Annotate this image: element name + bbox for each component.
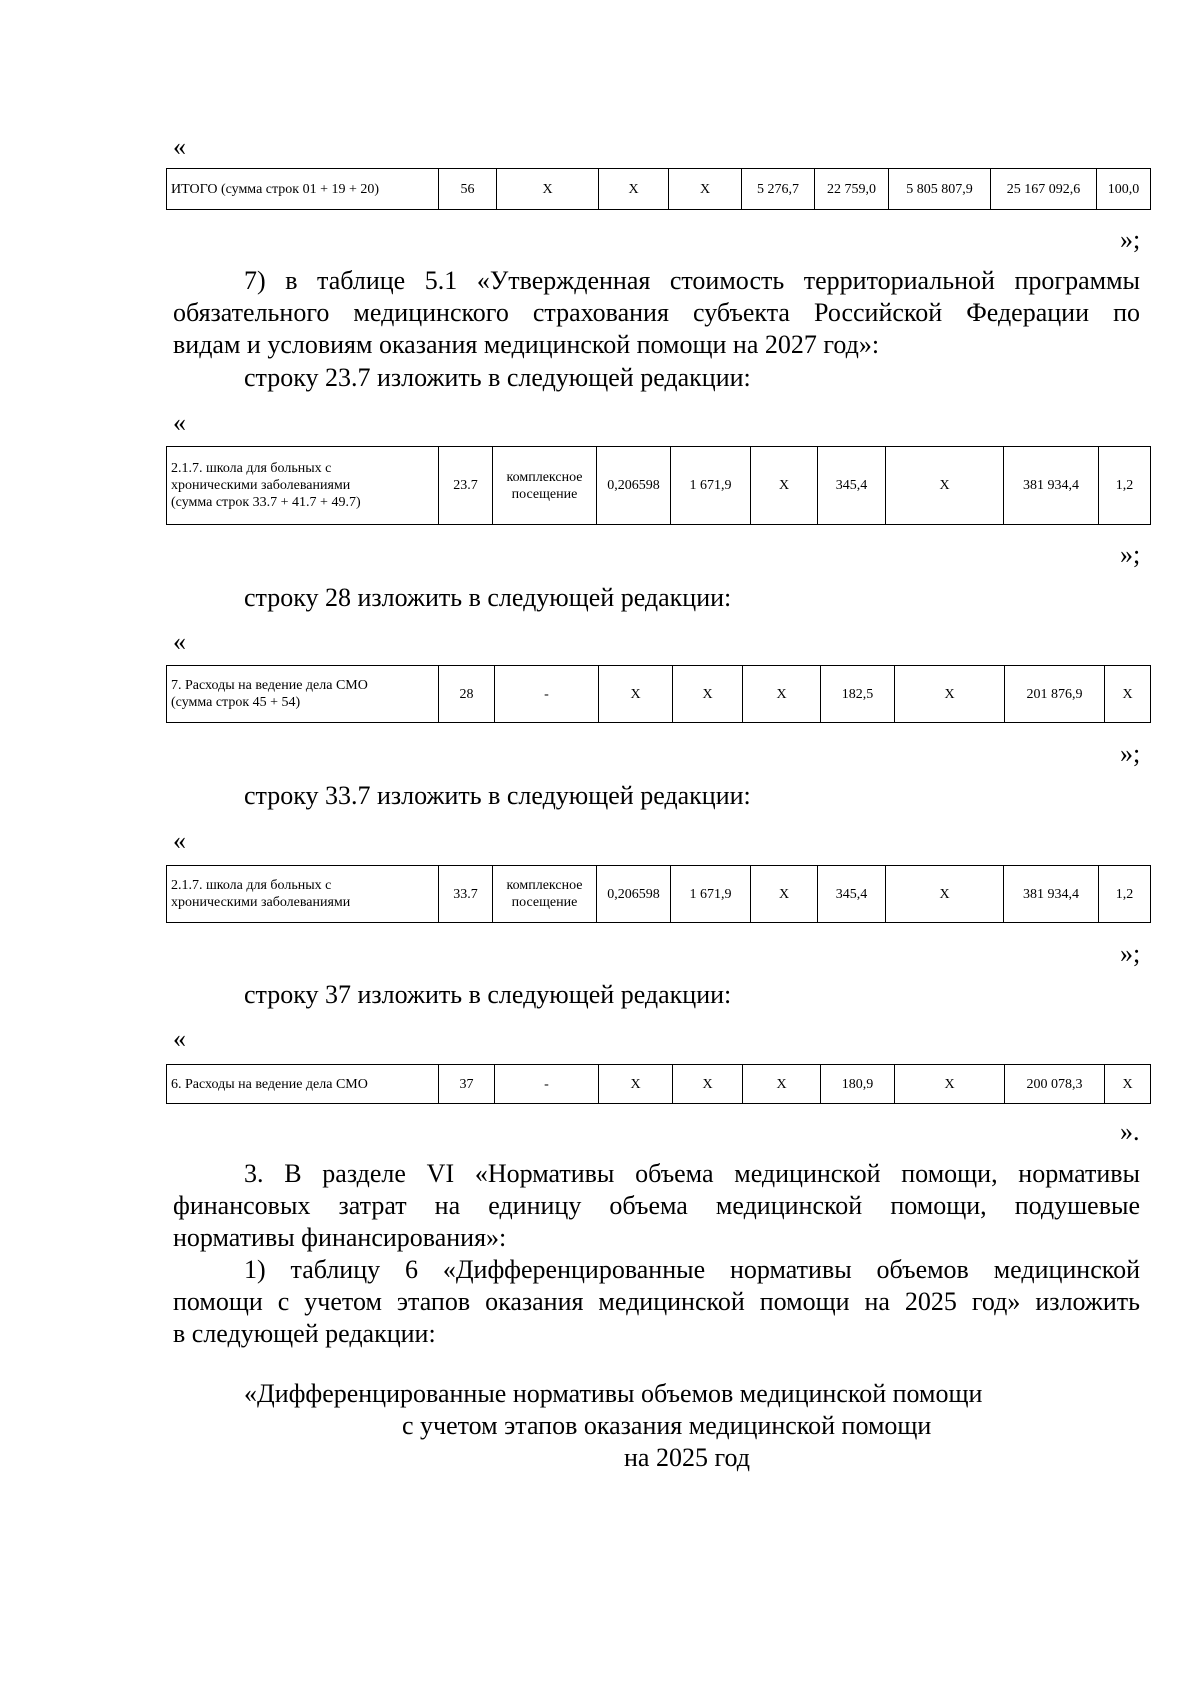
table-row xyxy=(167,866,1151,923)
table-cell: X xyxy=(895,1065,1005,1104)
cell-line: 2.1.7. школа для больных с xyxy=(171,878,332,893)
instruction-row-23-7: строку 23.7 изложить в следующей редакции: xyxy=(244,363,751,392)
heading-line-2: с учетом этапов оказания медицинской помощи xyxy=(402,1411,932,1440)
paragraph-item-7 xyxy=(173,265,1140,361)
table-cell: 180,9 xyxy=(821,1065,895,1104)
table-row xyxy=(167,1065,1151,1104)
instruction-row-33-7: строку 33.7 изложить в следующей редакции: xyxy=(244,781,751,810)
table-cell: X xyxy=(673,1065,743,1104)
table-cell: ИТОГО (сумма строк 01 + 19 + 20) xyxy=(167,169,439,210)
table-cell: 345,4 xyxy=(818,447,886,525)
cell-line: хроническими заболеваниями xyxy=(171,895,351,910)
cell-line: 2.1.7. школа для больных с xyxy=(171,461,332,476)
text-line: видам и условиям оказания медицинской помощи на 2027 год»: xyxy=(173,330,880,359)
table-cell: X xyxy=(751,447,818,525)
table-cell: X xyxy=(497,169,599,210)
close-quote: »; xyxy=(1120,939,1141,968)
table-row-28 xyxy=(166,665,1151,723)
table-cell: 5 276,7 xyxy=(742,169,815,210)
open-quote: « xyxy=(173,408,186,437)
table-cell: 381 934,4 xyxy=(1004,866,1099,923)
heading-line-1: «Дифференцированные нормативы объемов медицинской помощи xyxy=(244,1379,983,1408)
text-line: финансовых затрат на единицу объема медицинской помощи, подушевые xyxy=(173,1191,1140,1220)
table-cell: 200 078,3 xyxy=(1005,1065,1105,1104)
table-cell: X xyxy=(1105,666,1151,723)
table-cell: 25 167 092,6 xyxy=(991,169,1097,210)
table-row xyxy=(167,666,1151,723)
table-row xyxy=(167,447,1151,525)
open-quote: « xyxy=(173,1024,186,1053)
table-cell: 22 759,0 xyxy=(815,169,889,210)
table-cell: 33.7 xyxy=(439,866,493,923)
table-cell: 0,206598 xyxy=(597,866,671,923)
table-cell: 28 xyxy=(439,666,495,723)
open-quote: « xyxy=(173,132,186,161)
table-cell: 1,2 xyxy=(1099,447,1151,525)
table-row-37 xyxy=(166,1064,1151,1104)
cell-line: (сумма строк 33.7 + 41.7 + 49.7) xyxy=(171,495,361,510)
open-quote: « xyxy=(173,627,186,656)
close-quote: »; xyxy=(1120,225,1141,254)
table-row-23-7 xyxy=(166,446,1151,525)
table-cell: X xyxy=(599,666,673,723)
close-quote: ». xyxy=(1120,1117,1140,1146)
table-cell: X xyxy=(673,666,743,723)
text-line: помощи с учетом этапов оказания медицинской помощи на 2025 год» изложить xyxy=(173,1287,1140,1316)
table-cell: комплексное посещение xyxy=(493,866,597,923)
close-quote: »; xyxy=(1120,540,1141,569)
table-cell: 345,4 xyxy=(818,866,886,923)
instruction-row-37: строку 37 изложить в следующей редакции: xyxy=(244,980,732,1009)
paragraph-section-3 xyxy=(173,1158,1140,1254)
table-cell: 1,2 xyxy=(1099,866,1151,923)
open-quote: « xyxy=(173,826,186,855)
table-cell: X xyxy=(895,666,1005,723)
table-cell: X xyxy=(599,1065,673,1104)
table-cell: 37 xyxy=(439,1065,495,1104)
table-cell: 381 934,4 xyxy=(1004,447,1099,525)
table-cell: 0,206598 xyxy=(597,447,671,525)
table-cell: - xyxy=(495,1065,599,1104)
table-cell: X xyxy=(886,866,1004,923)
text-line: нормативы финансирования»: xyxy=(173,1223,507,1252)
text-line: обязательного медицинского страхования субъекта Российской Федерации по xyxy=(173,298,1140,327)
table-cell: X xyxy=(886,447,1004,525)
table-itogo xyxy=(166,168,1151,210)
table-cell: 1 671,9 xyxy=(671,866,751,923)
table-cell: X xyxy=(599,169,669,210)
close-quote: »; xyxy=(1120,739,1141,768)
table-cell: 23.7 xyxy=(439,447,493,525)
table-cell: комплексное посещение xyxy=(493,447,597,525)
heading xyxy=(0,1378,1200,1474)
text-line: в следующей редакции: xyxy=(173,1319,436,1348)
table-row xyxy=(167,169,1151,210)
instruction-row-28: строку 28 изложить в следующей редакции: xyxy=(244,583,732,612)
table-cell: 182,5 xyxy=(821,666,895,723)
cell-line: хроническими заболеваниями xyxy=(171,478,351,493)
table-cell-name xyxy=(167,666,439,723)
table-cell: 201 876,9 xyxy=(1005,666,1105,723)
cell-line: 7. Расходы на ведение дела СМО xyxy=(171,678,368,693)
paragraph-item-1 xyxy=(173,1254,1140,1350)
table-cell: - xyxy=(495,666,599,723)
text-line: 3. В разделе VI «Нормативы объема медицинской помощи, нормативы xyxy=(244,1159,1140,1188)
table-cell-name xyxy=(167,866,439,923)
heading-line-3: на 2025 год xyxy=(624,1443,750,1472)
table-cell: X xyxy=(743,1065,821,1104)
table-cell: X xyxy=(751,866,818,923)
table-cell: 100,0 xyxy=(1097,169,1151,210)
text-line: 7) в таблице 5.1 «Утвержденная стоимость территориальной программы xyxy=(244,266,1140,295)
table-cell: X xyxy=(743,666,821,723)
text-line: 1) таблицу 6 «Дифференцированные нормативы объемов медицинской xyxy=(244,1255,1140,1284)
table-cell: X xyxy=(1105,1065,1151,1104)
table-cell-name: 6. Расходы на ведение дела СМО xyxy=(167,1065,439,1104)
table-cell: X xyxy=(669,169,742,210)
table-cell-name xyxy=(167,447,439,525)
table-cell: 5 805 807,9 xyxy=(889,169,991,210)
table-row-33-7 xyxy=(166,865,1151,923)
table-cell: 56 xyxy=(439,169,497,210)
cell-line: (сумма строк 45 + 54) xyxy=(171,695,301,710)
table-cell: 1 671,9 xyxy=(671,447,751,525)
